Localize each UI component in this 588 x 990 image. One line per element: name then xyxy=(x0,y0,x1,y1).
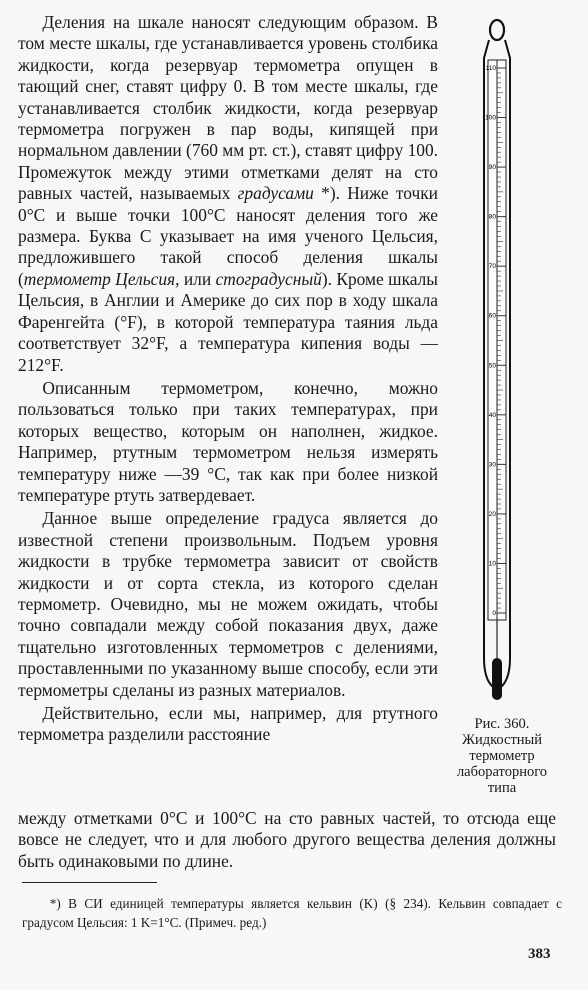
page-number: 383 xyxy=(528,946,551,962)
thermometer-figure xyxy=(470,18,530,708)
paragraph-mercury-limit: Описанным термометром, конечно, можно пользоваться только при таких температурах, при которых вещество, которым он наполнен, жидкое. Например, ртутным термометром нельзя измерять температуру ниже —39 °C, так как при более низкой температуре ртуть затвердевает. xyxy=(18,377,438,505)
term-celsius-thermometer: термометр Цельсия xyxy=(23,268,176,289)
figure-title: Жидкостный термометр лабораторного типа xyxy=(456,732,548,796)
main-text-column xyxy=(18,12,438,746)
term-degrees: градусами xyxy=(237,183,314,204)
scale-label: 0 xyxy=(492,610,496,617)
scale-label: 50 xyxy=(488,362,496,370)
scale-label: 90 xyxy=(488,164,496,172)
scale-label: 10 xyxy=(488,560,496,568)
scale-label: 20 xyxy=(488,510,496,518)
scale-label: 40 xyxy=(488,411,496,419)
scale-label: 110 xyxy=(485,65,496,72)
scale-label: 30 xyxy=(488,461,496,469)
paragraph-scale-divisions: Деления на шкале наносят следующим образом. В том месте шкалы, где устанавливается уровень столбика жидкости, когда резервуар термометра опущен в тающий снег, ставят цифру 0. В том месте шкалы, где устанавливается столбик жидкости, когда резервуар термометра погружен в пар воды, кипящей при нормальном давлении (760 мм рт. ст.), ставят цифру 100. Промежуток между этими отметками делят на сто равных частей, называемых градусами *). Ниже точки 0°C и выше точки 100°C наносят деления того же размера. Буква C указывает на имя ученого Цельсия, предложившего такой способ деления шкалы (термометр Цельсия, или стоградусный). Кроме шкалы Цельсия, в Англии и Америке до сих пор в ходу шкала Фаренгейта (°F), в которой температура таяния льда соответствует 32°F, а температура кипения воды — 212°F. xyxy=(18,12,438,375)
scale-label: 100 xyxy=(485,114,496,122)
scale-label: 70 xyxy=(488,263,496,271)
footnote: *) В СИ единицей температуры является кельвин (K) (§ 234). Кельвин совпадает с градусом Цельсия: 1 K=1°C. (Примеч. ред.) xyxy=(22,896,562,930)
scale-label: 60 xyxy=(488,312,496,320)
paragraph-arbitrary-degree: Данное выше определение градуса является до известной степени произвольным. Подъем уровня жидкости в трубке термометра зависит от свойств жидкости и от сорта стекла, из которого сделан термометр. Очевидно, мы не можем ожидать, чтобы точно совпадали между собой показания двух, даже тщательно изготовленных термометров с делениями, проставленными по указанному выше способу, если эти термометры сделаны из разных материалов. xyxy=(18,508,438,700)
paragraph-example-start: Действительно, если мы, например, для ртутного термометра разделили расстояние xyxy=(18,703,438,745)
term-centigrade: стоградусный xyxy=(215,268,322,289)
thermometer-hanging-loop xyxy=(490,20,504,40)
footnote-divider xyxy=(22,882,157,883)
figure-number: Рис. 360. xyxy=(474,716,530,732)
thermometer-bulb xyxy=(492,658,502,700)
scale-label: 80 xyxy=(488,213,496,221)
figure-caption xyxy=(452,716,552,796)
full-width-text: между отметками 0°C и 100°C на сто равных частей, то отсюда еще вовсе не следует, что и для любого другого вещества деления должны быть одинаковыми по длине. xyxy=(18,808,556,871)
